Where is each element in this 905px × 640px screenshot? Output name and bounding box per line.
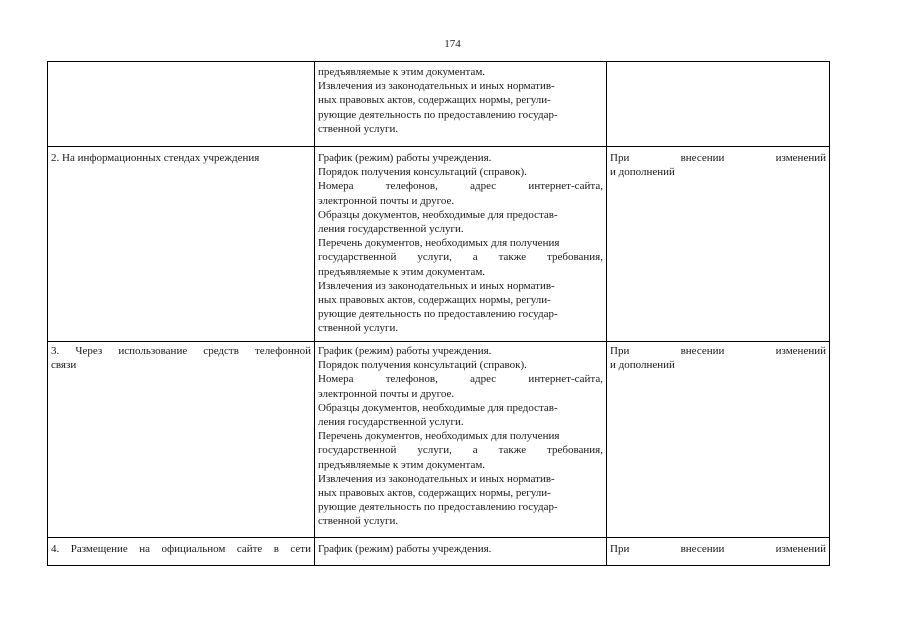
info-table [47, 61, 830, 566]
method-line: 3. Через использование средств телефонной [51, 345, 311, 357]
content-line: электронной почты и другое. [318, 387, 455, 400]
content-line: Извлечения из законодательных и иных норматив- [318, 80, 555, 93]
page-number: 174 [444, 38, 461, 50]
content-line: ственной услуги. [318, 122, 399, 135]
table-row [48, 147, 830, 342]
content-line: предъявляемые к этим документам. [318, 265, 486, 278]
content-line: Номера телефонов, адрес интернет-сайта, [318, 373, 603, 386]
content-line: ных правовых актов, содержащих нормы, регули- [318, 487, 551, 500]
content-line: электронной почты и другое. [318, 194, 455, 207]
content-line: ления государственной услуги. [318, 223, 464, 236]
content-line: рующие деятельность по предоставлению государ- [318, 501, 558, 514]
content-line: рующие деятельность по предоставлению государ- [318, 308, 558, 321]
content-cell [315, 62, 607, 147]
frequency-cell [607, 342, 830, 538]
frequency-line: При внесении изменений [610, 345, 826, 357]
content-line: ных правовых актов, содержащих нормы, регули- [318, 294, 551, 307]
method-line: связи [51, 359, 77, 372]
content-cell [315, 538, 607, 566]
content-line: График (режим) работы учреждения. [318, 543, 492, 555]
content-line: ных правовых актов, содержащих нормы, регули- [318, 94, 551, 107]
content-line: График (режим) работы учреждения. [318, 345, 492, 357]
content-line: ственной услуги. [318, 322, 399, 335]
content-line: Извлечения из законодательных и иных норматив- [318, 279, 555, 292]
content-line: Перечень документов, необходимых для получения [318, 430, 560, 443]
table-row [48, 62, 830, 147]
content-line: Образцы документов, необходимые для предостав- [318, 401, 558, 414]
method-line: 4. Размещение на официальном сайте в сети [51, 543, 311, 555]
frequency-cell [607, 538, 830, 566]
content-line: государственной услуги, а также требования, [318, 444, 603, 457]
content-line: Порядок получения консультаций (справок). [318, 359, 527, 372]
content-line: предъявляемые к этим документам. [318, 458, 486, 471]
frequency-line: и дополнений [610, 166, 675, 179]
frequency-cell [607, 62, 830, 147]
content-line: рующие деятельность по предоставлению государ- [318, 108, 558, 121]
method-cell [48, 342, 315, 538]
content-line: предъявляемые к этим документам. [318, 66, 486, 78]
table-row [48, 538, 830, 566]
frequency-line: При внесении изменений [610, 152, 826, 164]
frequency-cell [607, 147, 830, 342]
frequency-line: При внесении изменений [610, 543, 826, 555]
method-line: 2. На информационных стендах учреждения [51, 152, 260, 164]
table-row [48, 342, 830, 538]
content-line: Порядок получения консультаций (справок). [318, 166, 527, 179]
content-cell [315, 147, 607, 342]
frequency-line: и дополнений [610, 359, 675, 372]
content-line: Номера телефонов, адрес интернет-сайта, [318, 180, 603, 193]
method-cell [48, 62, 315, 147]
method-cell [48, 147, 315, 342]
content-line: Извлечения из законодательных и иных норматив- [318, 472, 555, 485]
content-line: График (режим) работы учреждения. [318, 152, 492, 164]
content-line: Перечень документов, необходимых для получения [318, 237, 560, 250]
content-line: Образцы документов, необходимые для предостав- [318, 208, 558, 221]
method-cell [48, 538, 315, 566]
content-line: государственной услуги, а также требования, [318, 251, 603, 264]
content-cell [315, 342, 607, 538]
content-line: ственной услуги. [318, 515, 399, 528]
content-line: ления государственной услуги. [318, 416, 464, 429]
